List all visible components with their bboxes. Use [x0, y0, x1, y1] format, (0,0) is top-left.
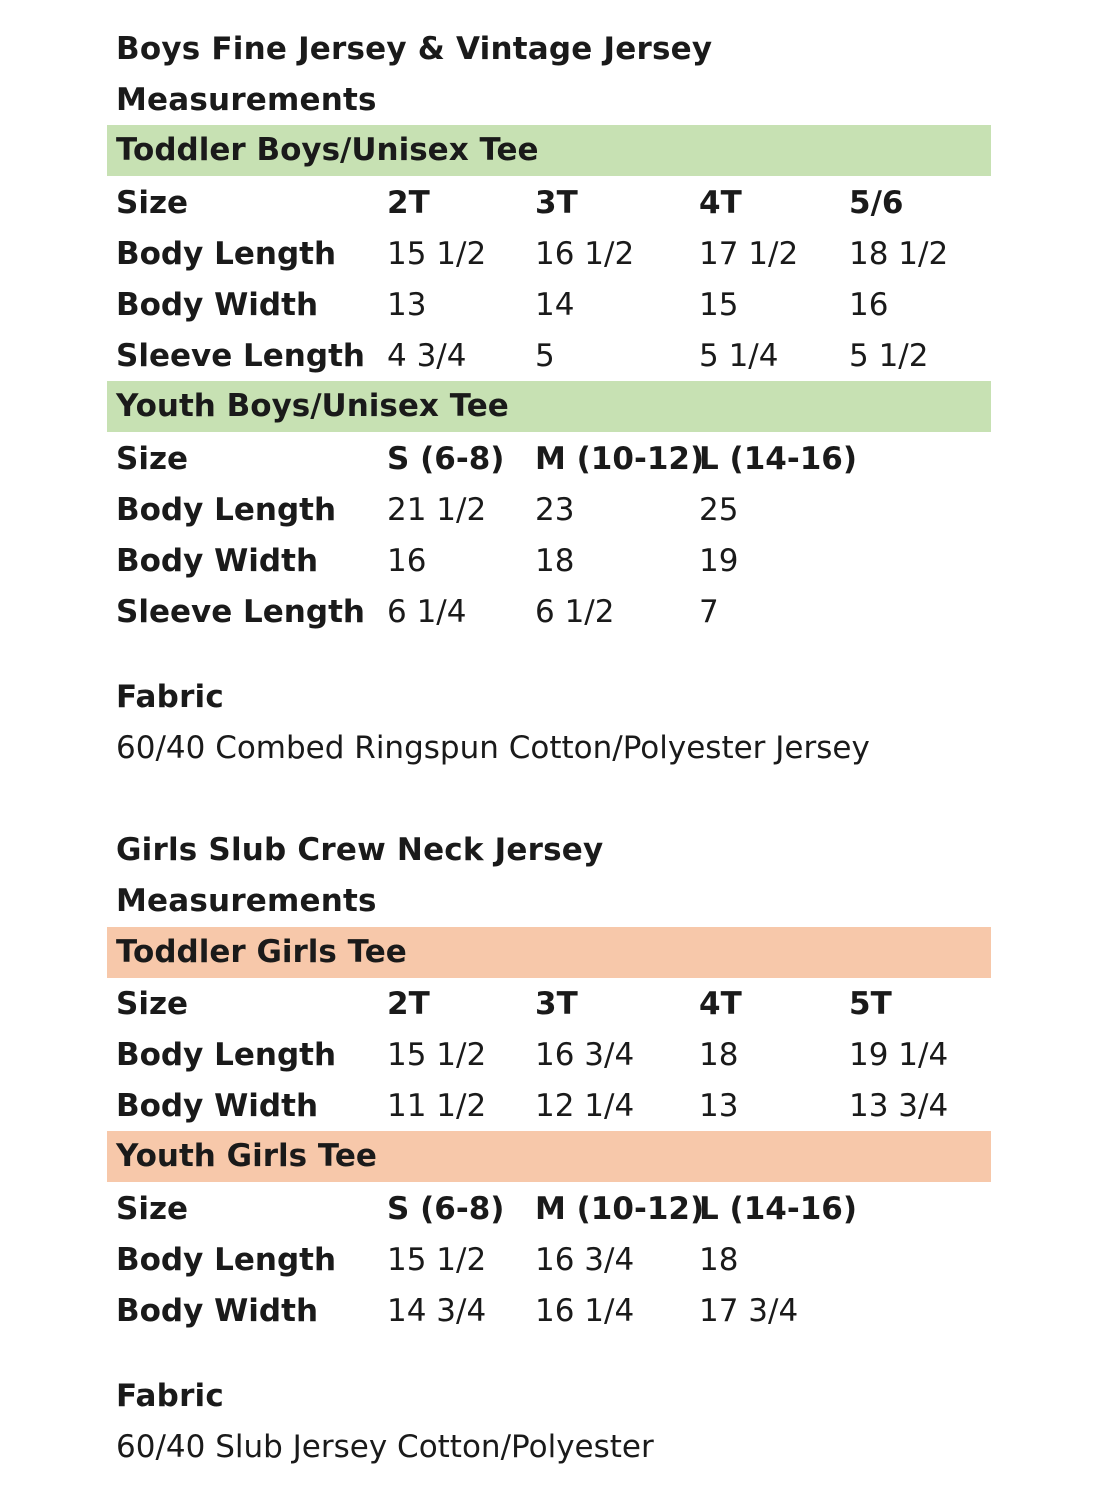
value-cell: 16 — [849, 287, 889, 323]
girls-fabric-label: Fabric — [116, 1378, 224, 1414]
size-cell: L (14-16) — [699, 1191, 858, 1227]
youth-boys-heading: Youth Boys/Unisex Tee — [116, 388, 509, 424]
value-cell: 16 3/4 — [535, 1242, 635, 1278]
value-cell: 16 3/4 — [535, 1037, 635, 1073]
table-row — [0, 1235, 1106, 1286]
row-label: Body Width — [116, 1293, 319, 1329]
value-cell: 6 1/2 — [535, 594, 615, 630]
table-row — [0, 979, 1106, 1030]
row-label: Size — [116, 185, 189, 221]
value-cell: 18 1/2 — [849, 236, 949, 272]
row-label: Body Width — [116, 287, 319, 323]
table-row — [0, 1286, 1106, 1337]
value-cell: 17 1/2 — [699, 236, 799, 272]
table-row — [0, 434, 1106, 485]
row-label: Body Length — [116, 1242, 337, 1278]
table-row — [0, 587, 1106, 638]
row-label: Body Length — [116, 492, 337, 528]
value-cell: 6 1/4 — [387, 594, 467, 630]
value-cell: 5 1/2 — [849, 338, 929, 374]
size-cell: 5/6 — [849, 185, 904, 221]
size-cell: S (6-8) — [387, 1191, 505, 1227]
size-cell: 2T — [387, 986, 430, 1022]
size-cell: M (10-12) — [535, 1191, 705, 1227]
youth-boys-heading-band — [107, 381, 991, 432]
boys-title-line1: Boys Fine Jersey & Vintage Jersey — [116, 31, 713, 67]
table-row — [0, 178, 1106, 229]
row-label: Body Length — [116, 1037, 337, 1073]
value-cell: 16 1/4 — [535, 1293, 635, 1329]
toddler-boys-heading-band — [107, 125, 991, 176]
boys-fabric-value: 60/40 Combed Ringspun Cotton/Polyester Jersey — [116, 730, 870, 766]
value-cell: 12 1/4 — [535, 1088, 635, 1124]
row-label: Size — [116, 441, 189, 477]
value-cell: 21 1/2 — [387, 492, 487, 528]
boys-fabric-label: Fabric — [116, 679, 224, 715]
value-cell: 16 1/2 — [535, 236, 635, 272]
table-row — [0, 229, 1106, 280]
toddler-girls-heading: Toddler Girls Tee — [116, 934, 407, 970]
size-cell: 5T — [849, 986, 892, 1022]
size-cell: 4T — [699, 986, 742, 1022]
girls-fabric-value: 60/40 Slub Jersey Cotton/Polyester — [116, 1429, 654, 1465]
row-label: Body Width — [116, 543, 319, 579]
value-cell: 18 — [535, 543, 575, 579]
toddler-girls-heading-band — [107, 927, 991, 978]
size-cell: 3T — [535, 986, 578, 1022]
value-cell: 19 1/4 — [849, 1037, 949, 1073]
row-label: Size — [116, 1191, 189, 1227]
table-row — [0, 485, 1106, 536]
value-cell: 17 3/4 — [699, 1293, 799, 1329]
youth-girls-heading: Youth Girls Tee — [116, 1138, 377, 1174]
value-cell: 14 — [535, 287, 575, 323]
value-cell: 13 — [699, 1088, 739, 1124]
value-cell: 18 — [699, 1037, 739, 1073]
row-label: Size — [116, 986, 189, 1022]
row-label: Body Length — [116, 236, 337, 272]
table-row — [0, 1030, 1106, 1081]
value-cell: 13 — [387, 287, 427, 323]
value-cell: 16 — [387, 543, 427, 579]
value-cell: 7 — [699, 594, 719, 630]
girls-title-line2: Measurements — [116, 883, 377, 919]
value-cell: 19 — [699, 543, 739, 579]
value-cell: 15 — [699, 287, 739, 323]
value-cell: 5 — [535, 338, 555, 374]
value-cell: 25 — [699, 492, 739, 528]
value-cell: 11 1/2 — [387, 1088, 487, 1124]
size-cell: 3T — [535, 185, 578, 221]
value-cell: 15 1/2 — [387, 236, 487, 272]
boys-title-line2: Measurements — [116, 82, 377, 118]
row-label: Sleeve Length — [116, 338, 365, 374]
size-cell: L (14-16) — [699, 441, 858, 477]
value-cell: 4 3/4 — [387, 338, 467, 374]
size-cell: 2T — [387, 185, 430, 221]
toddler-boys-heading: Toddler Boys/Unisex Tee — [116, 132, 539, 168]
table-row — [0, 1081, 1106, 1132]
value-cell: 15 1/2 — [387, 1242, 487, 1278]
value-cell: 15 1/2 — [387, 1037, 487, 1073]
table-row — [0, 536, 1106, 587]
value-cell: 18 — [699, 1242, 739, 1278]
table-row — [0, 280, 1106, 331]
size-cell: 4T — [699, 185, 742, 221]
youth-girls-heading-band — [107, 1131, 991, 1182]
girls-title-line1: Girls Slub Crew Neck Jersey — [116, 832, 604, 868]
value-cell: 5 1/4 — [699, 338, 779, 374]
row-label: Sleeve Length — [116, 594, 365, 630]
size-cell: S (6-8) — [387, 441, 505, 477]
table-row — [0, 1184, 1106, 1235]
value-cell: 23 — [535, 492, 575, 528]
row-label: Body Width — [116, 1088, 319, 1124]
value-cell: 14 3/4 — [387, 1293, 487, 1329]
value-cell: 13 3/4 — [849, 1088, 949, 1124]
table-row — [0, 331, 1106, 382]
size-cell: M (10-12) — [535, 441, 705, 477]
